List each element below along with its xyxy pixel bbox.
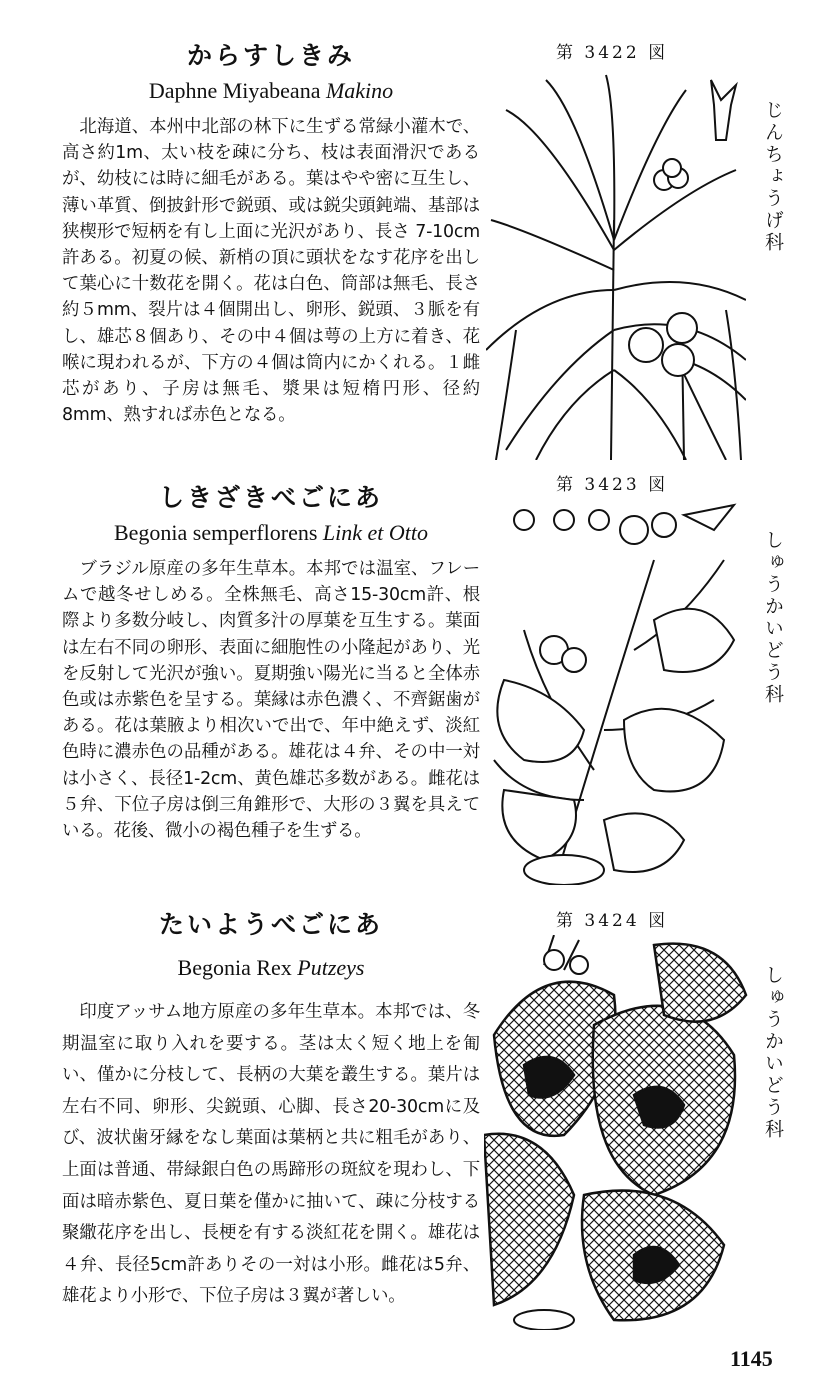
- japanese-name: からすしきみ: [186, 41, 355, 70]
- genus-species: Daphne Miyabeana: [148, 78, 321, 103]
- entry-text: [62, 905, 480, 1313]
- family-label: じんちょうげ科: [762, 100, 784, 254]
- figure-label: 第 3423 図: [556, 475, 669, 495]
- description: 北海道、本州中北部の林下に生ずる常緑小灌木で、高さ約1m、太い枝を疎に分ち、枝は表面滑沢であるが、幼枝には時に細毛がある。葉はやや密に互生し、薄い革質、倒披針形で鋭頭、或は鋭尖頭鈍端、基部は狭楔形で短柄を有し上面に光沢があり、長さ 7-10cm 許ある。初夏の候、新梢の頂に頭状をなす花序を出して葉心に十数花を開く。花は白色、筒部は無毛、長さ約５mm、裂片は４個開出し、卵形、鋭頭、３脈を有し、雄芯８個あり、その中４個は萼の上方に着き、花喉に現われるが、下方の４個は筒内にかくれる。１雌芯があり、子房は無毛、漿果は短楕円形、径約8mm、熟すれば赤色となる。: [62, 117, 480, 426]
- begonia-semperflorens-illustration: [484, 500, 744, 885]
- page-number: 1145: [730, 1346, 773, 1371]
- family-label: しゅうかいどう科: [762, 965, 784, 1141]
- description: 印度アッサム地方原産の多年生草本。本邦では、冬期温室に取り入れを要する。茎は太く短く地上を匍い、僅かに分枝して、長柄の大葉を叢生する。葉片は左右不同、卵形、尖鋭頭、心脚、長さ20-30cmに及び、波状歯牙縁をなし葉面は葉柄と共に粗毛があり、上面は普通、帯緑銀白色の馬蹄形の斑紋を現わし、下面は暗赤紫色、夏日葉を僅かに抽いて、疎に分枝する聚繖花序を出し、長梗を有する淡紅花を開く。雄花は４弁、長径5cm許ありその一対は小形。雌花は5弁、雄花より小形で、下位子房は３翼が著しい。: [62, 1002, 480, 1307]
- author-name: Makino: [325, 78, 394, 103]
- daphne-plant-illustration: [486, 70, 746, 460]
- scientific-name: [62, 78, 480, 104]
- entry-text: [62, 36, 480, 428]
- figure-label: 第 3424 図: [556, 911, 669, 931]
- description: ブラジル原産の多年生草本。本邦では温室、フレームで越冬せしめる。全株無毛、高さ15-30cm許、根際より多数分岐し、肉質多汁の厚葉を互生する。葉面は左右不同の卵形、表面に細胞性の小隆起があり、光を反射して光沢が強い。夏期強い陽光に当ると全体赤色或は赤紫色を呈する。葉縁は赤色濃く、不齊鋸歯がある。花は葉腋より相次いで出で、年中絶えず、淡紅色時に濃赤色の品種がある。雄花は４弁、その中一対は小さく、長径1-2cm、黄色雄芯多数がある。雌花は５弁、下位子房は倒三角錐形で、大形の３翼を具えている。花後、微小の褐色種子を生ずる。: [62, 559, 480, 842]
- genus-species: Begonia semperflorens: [113, 520, 318, 545]
- japanese-name: たいようべごにあ: [158, 910, 383, 939]
- author-name: Link et Otto: [322, 520, 429, 545]
- scientific-name: [62, 955, 480, 981]
- entry-text: [62, 478, 480, 844]
- scientific-name: [62, 520, 480, 546]
- author-name: Putzeys: [297, 955, 365, 980]
- family-label: しゅうかいどう科: [762, 530, 784, 706]
- japanese-name: しきざきべごにあ: [158, 483, 383, 512]
- figure-label: 第 3422 図: [556, 43, 669, 63]
- genus-species: Begonia Rex: [177, 955, 292, 980]
- begonia-rex-illustration: [484, 935, 750, 1330]
